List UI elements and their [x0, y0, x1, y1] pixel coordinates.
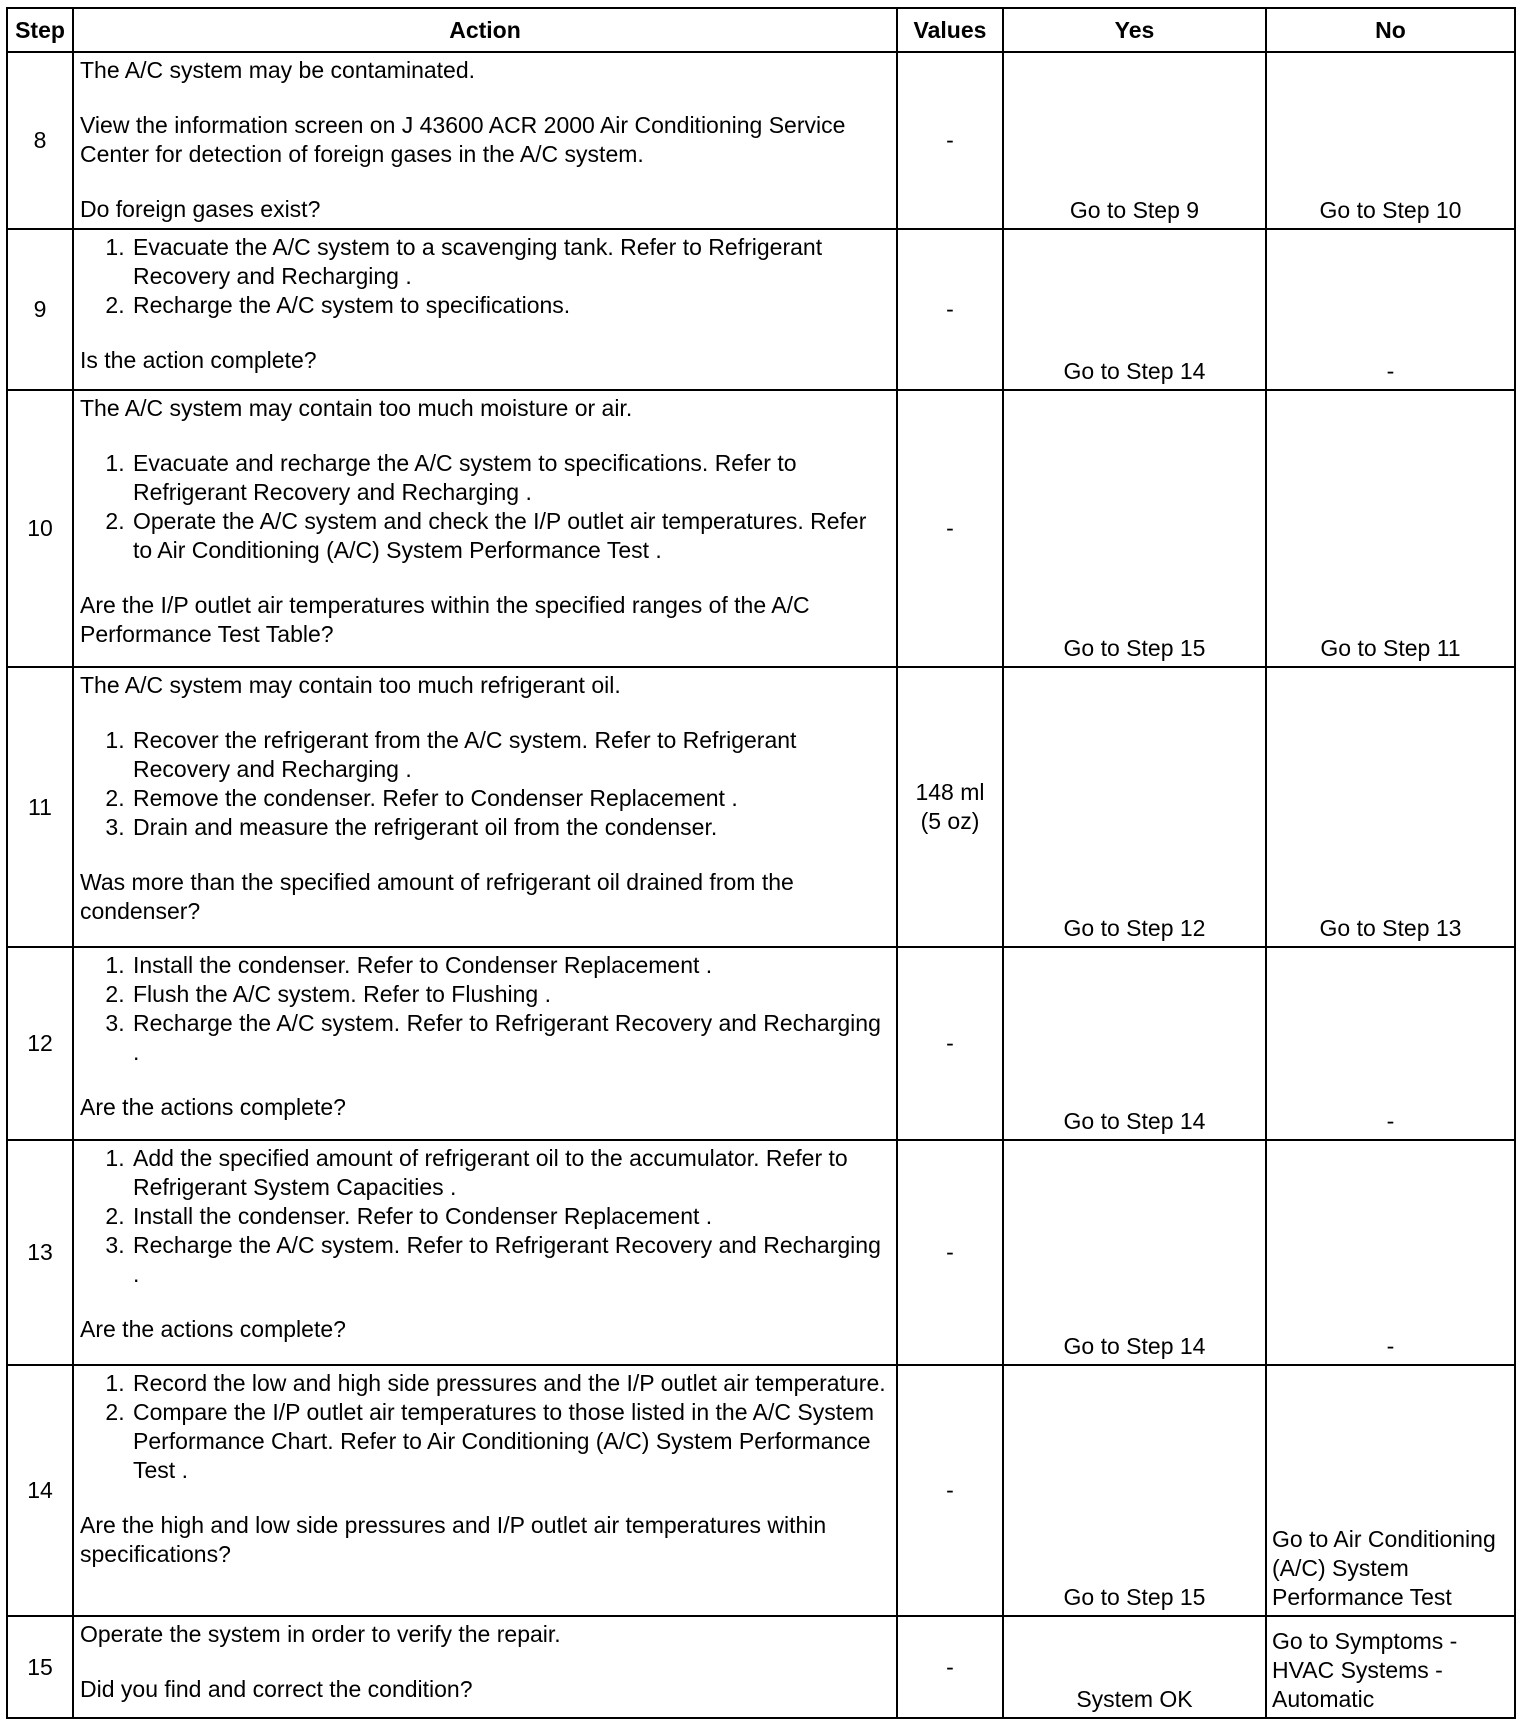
action-text: Was more than the specified amount of refrigerant oil drained from the condenser? [80, 869, 794, 924]
yes-result: Go to Step 14 [1003, 947, 1266, 1140]
step-number: 15 [7, 1616, 73, 1718]
values-cell [897, 1140, 1003, 1365]
action-step-item: 2. Install the condenser. Refer to Condenser Replacement . [131, 1202, 890, 1231]
step-number: 9 [7, 229, 73, 390]
action-step-item: 2. Remove the condenser. Refer to Condenser Replacement . [131, 784, 890, 813]
action-step-item: 1. Install the condenser. Refer to Condenser Replacement . [131, 951, 890, 980]
header-values: Values [897, 8, 1003, 52]
no-result: Go to Step 10 [1266, 52, 1515, 229]
action-step-item: 1. Evacuate the A/C system to a scavenging tank. Refer to Refrigerant Recovery and Recharging . [131, 233, 890, 291]
action-text: Are the actions complete? [80, 1094, 346, 1120]
action-text: Do foreign gases exist? [80, 196, 321, 222]
header-action: Action [73, 8, 897, 52]
step-number: 11 [7, 667, 73, 947]
action-text: The A/C system may be contaminated. [80, 57, 476, 83]
action-steps-list [80, 1369, 890, 1485]
no-result: Go to Step 13 [1266, 667, 1515, 947]
step-number: 10 [7, 390, 73, 667]
action-cell [73, 1365, 897, 1616]
header-no: No [1266, 8, 1515, 52]
action-cell [73, 667, 897, 947]
table-row [7, 52, 1515, 229]
value-text: - [946, 296, 954, 322]
step-number: 14 [7, 1365, 73, 1616]
values-cell [897, 229, 1003, 390]
action-steps-list [80, 1144, 890, 1289]
action-step-item: 1. Evacuate and recharge the A/C system to specifications. Refer to Refrigerant Recovery and Recharging . [131, 449, 890, 507]
value-text: - [946, 127, 954, 153]
values-cell [897, 52, 1003, 229]
header-row [7, 8, 1515, 52]
step-number: 12 [7, 947, 73, 1140]
values-cell [897, 667, 1003, 947]
yes-result: Go to Step 14 [1003, 1140, 1266, 1365]
action-step-item: 1. Recover the refrigerant from the A/C system. Refer to Refrigerant Recovery and Recharging . [131, 726, 890, 784]
action-text: The A/C system may contain too much moisture or air. [80, 395, 633, 421]
value-text: - [946, 1239, 954, 1265]
value-text: - [946, 515, 954, 541]
yes-result: Go to Step 14 [1003, 229, 1266, 390]
action-text: Did you find and correct the condition? [80, 1676, 473, 1702]
action-cell [73, 947, 897, 1140]
action-steps-list [80, 951, 890, 1067]
action-text: Are the high and low side pressures and I/P outlet air temperatures within specifications? [80, 1512, 827, 1567]
yes-result: Go to Step 12 [1003, 667, 1266, 947]
action-cell [73, 1616, 897, 1718]
table-row [7, 947, 1515, 1140]
action-steps-list [80, 233, 890, 320]
action-step-item: 1. Add the specified amount of refrigerant oil to the accumulator. Refer to Refrigerant System Capacities . [131, 1144, 890, 1202]
no-result: Go to Air Conditioning (A/C) System Performance Test [1266, 1365, 1515, 1616]
action-steps-list [80, 449, 890, 565]
action-step-item: 3. Recharge the A/C system. Refer to Refrigerant Recovery and Recharging . [131, 1009, 890, 1067]
no-result: - [1266, 229, 1515, 390]
action-cell [73, 229, 897, 390]
action-steps-list [80, 726, 890, 842]
values-cell [897, 947, 1003, 1140]
header-yes: Yes [1003, 8, 1266, 52]
value-text: 148 ml [915, 779, 985, 805]
value-text: (5 oz) [920, 808, 980, 834]
table-row [7, 1140, 1515, 1365]
action-cell [73, 390, 897, 667]
table-row [7, 667, 1515, 947]
action-cell [73, 1140, 897, 1365]
action-step-item: 2. Recharge the A/C system to specifications. [131, 291, 890, 320]
diagnostic-table [6, 7, 1516, 1719]
action-text: Is the action complete? [80, 347, 317, 373]
yes-result: Go to Step 9 [1003, 52, 1266, 229]
no-result: Go to Symptoms - HVAC Systems - Automatic [1266, 1616, 1515, 1718]
yes-result: System OK [1003, 1616, 1266, 1718]
values-cell [897, 1365, 1003, 1616]
no-result: Go to Step 11 [1266, 390, 1515, 667]
value-text: - [946, 1477, 954, 1503]
step-number: 13 [7, 1140, 73, 1365]
table-body [7, 52, 1515, 1718]
step-number: 8 [7, 52, 73, 229]
action-text: The A/C system may contain too much refrigerant oil. [80, 672, 621, 698]
value-text: - [946, 1653, 954, 1680]
action-step-item: 2. Compare the I/P outlet air temperatures to those listed in the A/C System Performance Chart. Refer to Air Conditioning (A/C) System Performance Test . [131, 1398, 890, 1485]
action-step-item: 2. Operate the A/C system and check the I/P outlet air temperatures. Refer to Air Conditioning (A/C) System Performance Test . [131, 507, 890, 565]
action-cell [73, 52, 897, 229]
no-result: - [1266, 947, 1515, 1140]
action-step-item: 2. Flush the A/C system. Refer to Flushing . [131, 980, 890, 1009]
values-cell [897, 390, 1003, 667]
action-text: View the information screen on J 43600 ACR 2000 Air Conditioning Service Center for detection of foreign gases in the A/C system. [80, 112, 846, 167]
action-text: Are the actions complete? [80, 1316, 346, 1342]
yes-result: Go to Step 15 [1003, 390, 1266, 667]
table-row [7, 1365, 1515, 1616]
values-cell [897, 1616, 1003, 1718]
value-text: - [946, 1030, 954, 1056]
table-row [7, 229, 1515, 390]
action-text: Operate the system in order to verify the repair. [80, 1621, 561, 1647]
action-step-item: 3. Recharge the A/C system. Refer to Refrigerant Recovery and Recharging . [131, 1231, 890, 1289]
table-row [7, 390, 1515, 667]
header-step: Step [7, 8, 73, 52]
action-step-item: 3. Drain and measure the refrigerant oil from the condenser. [131, 813, 890, 842]
action-step-item: 1. Record the low and high side pressures and the I/P outlet air temperature. [131, 1369, 890, 1398]
yes-result: Go to Step 15 [1003, 1365, 1266, 1616]
no-result: - [1266, 1140, 1515, 1365]
table-row [7, 1616, 1515, 1718]
action-text: Are the I/P outlet air temperatures within the specified ranges of the A/C Performance Test Table? [80, 592, 810, 647]
